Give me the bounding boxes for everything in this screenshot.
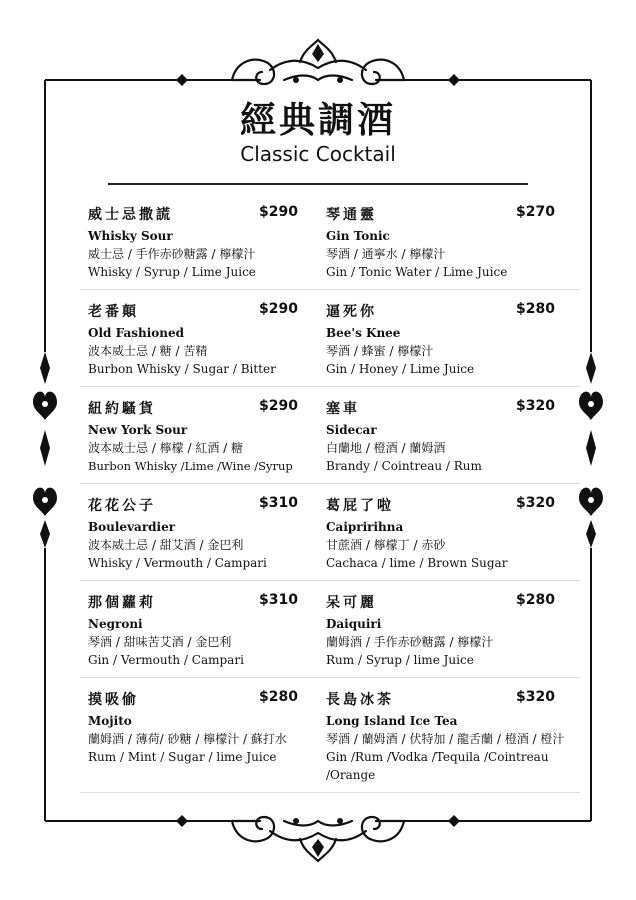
item-ingredients-en: Rum / Syrup / lime Juice [326, 653, 474, 667]
menu-item-caipririhna [326, 495, 555, 572]
item-name-zh: 花花公子 [88, 498, 156, 514]
item-name-zh: 塞車 [326, 401, 360, 417]
item-name-en: Mojito [88, 714, 132, 728]
item-ingredients-zh: 蘭姆酒 / 手作赤砂糖露 / 檸檬汁 [326, 635, 494, 649]
item-ingredients-en: Whisky / Vermouth / Campari [88, 556, 267, 570]
item-name-en: Long Island Ice Tea [326, 714, 458, 728]
item-ingredients-en: Gin / Honey / Lime Juice [326, 362, 475, 376]
item-name-zh: 逼死你 [326, 304, 377, 320]
item-price: $290 [259, 204, 298, 220]
item-ingredients-en: Whisky / Syrup / Lime Juice [88, 265, 256, 279]
menu-item-whisky-sour [88, 204, 298, 281]
item-name-zh: 威士忌撒謊 [88, 207, 173, 223]
item-ingredients-en: Burbon Whisky /Lime /Wine /Syrup [88, 459, 293, 473]
item-ingredients-zh: 琴酒 / 通寧水 / 檸檬汁 [326, 247, 446, 261]
row-divider [80, 289, 580, 290]
title-divider [108, 183, 528, 185]
row-divider [80, 580, 580, 581]
menu-item-old-fashioned [88, 301, 298, 378]
item-ingredients-zh: 甘蔗酒 / 檸檬丁 / 赤砂 [326, 538, 446, 552]
menu-item-negroni [88, 592, 298, 669]
right-side-ornament-icon [579, 352, 603, 548]
item-ingredients-zh: 琴酒 / 甜味苦艾酒 / 金巴利 [88, 635, 232, 649]
item-price: $290 [259, 398, 298, 414]
item-name-en: Negroni [88, 617, 143, 631]
item-ingredients-en: Gin / Tonic Water / Lime Juice [326, 265, 508, 279]
row-divider [80, 483, 580, 484]
item-price: $320 [516, 495, 555, 511]
row-divider [80, 677, 580, 678]
item-ingredients-zh: 琴酒 / 蘭姆酒 / 伏特加 / 龍舌蘭 / 橙酒 / 橙汁 [326, 732, 565, 746]
item-ingredients-zh: 琴酒 / 蜂蜜 / 檸檬汁 [326, 344, 434, 358]
item-ingredients-en: Cachaca / lime / Brown Sugar [326, 556, 508, 570]
item-name-zh: 紐約騷貨 [88, 401, 156, 417]
menu-item-daiquiri [326, 592, 555, 669]
item-name-en: New York Sour [88, 423, 188, 437]
item-ingredients-en: Rum / Mint / Sugar / lime Juice [88, 750, 277, 764]
page-title: 經典調酒 [239, 99, 396, 141]
corner-diamond-icon [448, 74, 460, 86]
item-ingredients-en: Burbon Whisky / Sugar / Bitter [88, 362, 276, 376]
corner-diamond-icon [176, 74, 188, 86]
item-ingredients-en: Brandy / Cointreau / Rum [326, 459, 482, 473]
item-price: $280 [259, 689, 298, 705]
item-price: $290 [259, 301, 298, 317]
item-price: $270 [516, 204, 555, 220]
item-ingredients-zh: 白蘭地 / 橙酒 / 蘭姆酒 [326, 441, 446, 455]
menu-item-new-york-sour [88, 398, 298, 475]
item-name-zh: 摸吸偷 [88, 692, 139, 708]
corner-diamond-icon [176, 815, 188, 827]
item-price: $320 [516, 398, 555, 414]
item-name-zh: 葛屁了啦 [326, 498, 394, 514]
item-name-zh: 那個蘿莉 [88, 595, 156, 611]
left-side-ornament-icon [33, 352, 57, 548]
item-name-en: Bee's Knee [326, 326, 401, 340]
item-name-zh: 琴通靈 [326, 207, 377, 223]
item-ingredients-zh: 波本威士忌 / 糖 / 苦精 [88, 344, 208, 358]
item-price: $280 [516, 592, 555, 608]
item-name-en: Old Fashioned [88, 326, 185, 340]
menu-item-long-island-ice-tea [326, 689, 565, 784]
item-name-en: Caipririhna [326, 520, 404, 534]
menu-item-boulevardier [88, 495, 298, 572]
item-ingredients-zh: 波本威士忌 / 甜艾酒 / 金巴利 [88, 538, 244, 552]
item-price: $280 [516, 301, 555, 317]
row-divider [80, 386, 580, 387]
item-name-zh: 老番顛 [88, 304, 139, 320]
item-name-en: Gin Tonic [326, 229, 390, 243]
menu-item-mojito [88, 689, 298, 766]
item-name-en: Whisky Sour [88, 229, 173, 243]
corner-diamond-icon [448, 815, 460, 827]
item-ingredients-zh: 波本威士忌 / 檸檬 / 紅酒 / 糖 [88, 441, 244, 455]
row-divider [80, 792, 580, 793]
item-ingredients-en: Gin /Rum /Vodka /Tequila /Cointreau /Orange [326, 750, 549, 782]
item-ingredients-zh: 威士忌 / 手作赤砂糖露 / 檸檬汁 [88, 247, 256, 261]
item-name-en: Daiquiri [326, 617, 382, 631]
menu-item-sidecar [326, 398, 555, 475]
item-ingredients-en: Gin / Vermouth / Campari [88, 653, 244, 667]
item-name-en: Boulevardier [88, 520, 176, 534]
menu-item-bees-knee [326, 301, 555, 378]
item-price: $310 [259, 495, 298, 511]
item-ingredients-zh: 蘭姆酒 / 薄荷/ 砂糖 / 檸檬汁 / 蘇打水 [88, 732, 287, 746]
item-price: $310 [259, 592, 298, 608]
item-name-en: Sidecar [326, 423, 377, 437]
item-price: $320 [516, 689, 555, 705]
item-name-zh: 長島冰茶 [326, 692, 394, 708]
page-subtitle: Classic Cocktail [240, 142, 396, 166]
menu-item-gin-tonic [326, 204, 555, 281]
item-name-zh: 呆可麗 [326, 595, 377, 611]
